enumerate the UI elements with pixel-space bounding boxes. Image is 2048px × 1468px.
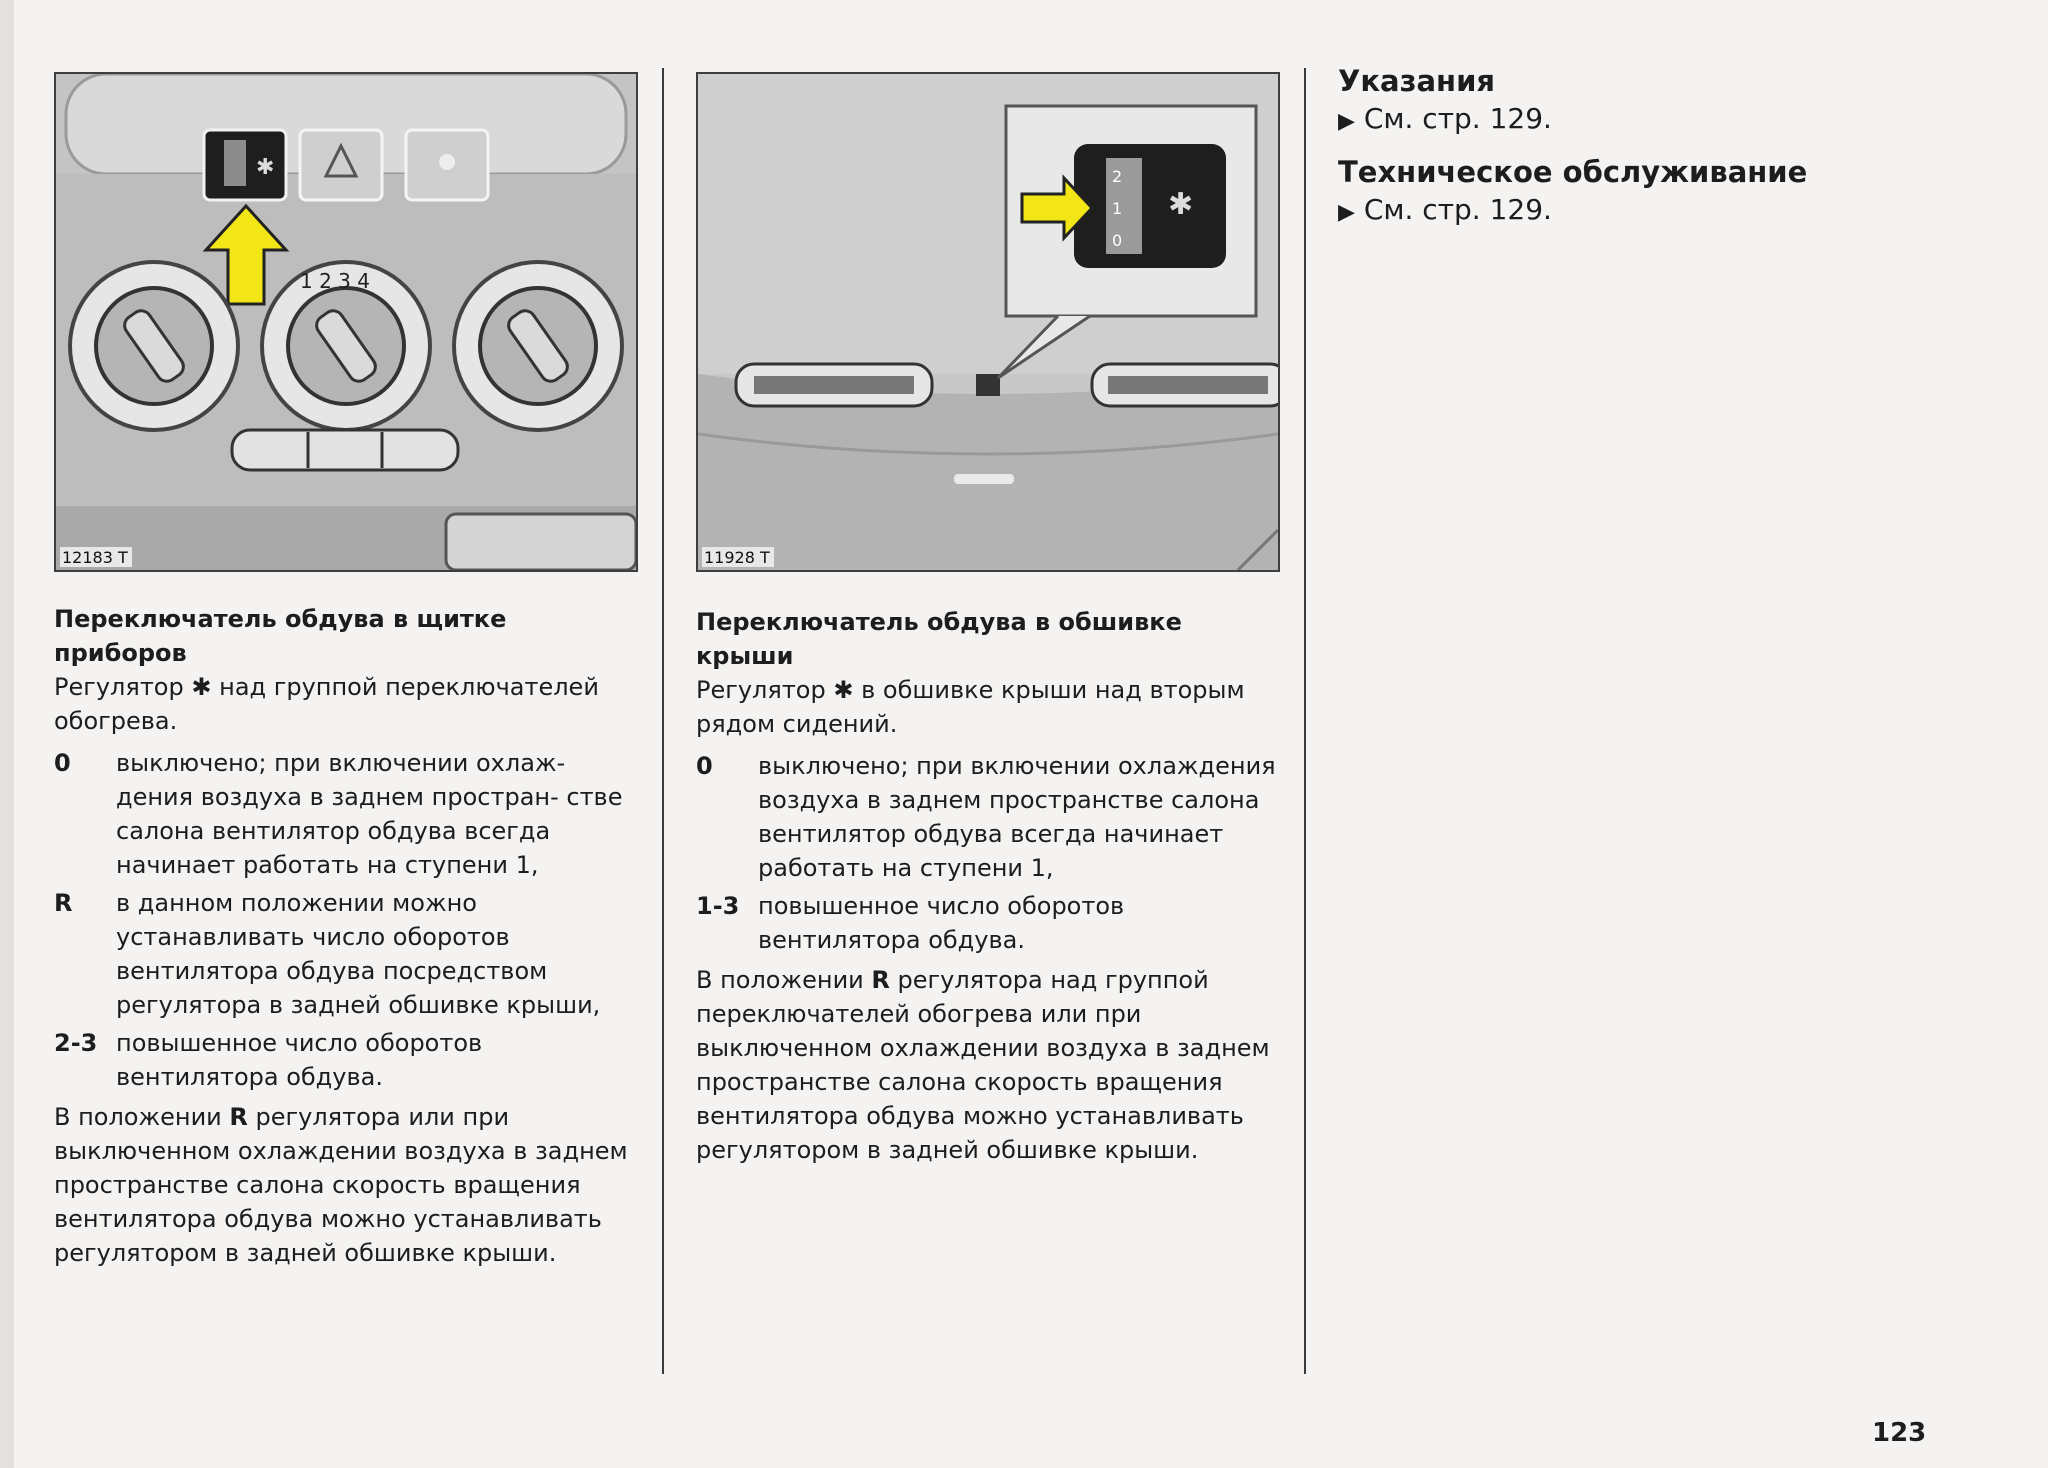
roof-lining-illustration xyxy=(698,74,1278,570)
middle-column-text xyxy=(696,605,1276,1167)
notes-reference[interactable]: ▶ См. стр. 129. xyxy=(1338,102,1552,135)
list-item: 2-3 повышенное число оборотов вентилятора обдува. xyxy=(54,1029,483,1091)
page-number: 123 xyxy=(1872,1418,1927,1448)
list-item: 0 выключено; при включении охлаж- дения воздуха в заднем простран- стве салона вентилятор обдува всегда начинает работать на ступени 1, xyxy=(54,749,623,879)
list-item: 0 выключено; при включении охлаждения воздуха в заднем пространстве салона вентилятор обдува всегда начинает работать на ступени 1, xyxy=(696,752,1276,882)
fan-icon: ✱ xyxy=(833,676,854,704)
fan-icon: ✱ xyxy=(191,673,212,701)
notes-heading: Указания xyxy=(1338,64,1496,98)
column-divider-1 xyxy=(662,68,664,1374)
column-divider-2 xyxy=(1304,68,1306,1374)
position-list xyxy=(696,749,1276,957)
triangle-right-icon: ▶ xyxy=(1338,109,1355,134)
svg-text:1 2 3 4: 1 2 3 4 xyxy=(300,269,370,293)
intro-paragraph: Регулятор ✱ над группой переключателей обогрева. xyxy=(54,673,599,735)
figure-dashboard-panel xyxy=(54,72,638,572)
maintenance-reference[interactable]: ▶ См. стр. 129. xyxy=(1338,193,1552,226)
svg-text:2: 2 xyxy=(1112,167,1123,186)
triangle-right-icon: ▶ xyxy=(1338,200,1355,225)
roof-fan-switch xyxy=(1074,144,1226,268)
section-heading: Переключатель обдува в обшивке крыши xyxy=(696,608,1182,670)
footer-paragraph: В положении R регулятора или при выключенном охлаждении воздуха в заднем пространстве салона скорость вращения вентилятора обдува можно устанавливать регулятором в задней обшивке крыши. xyxy=(54,1103,628,1267)
svg-text:1: 1 xyxy=(1112,199,1123,218)
dashboard-illustration xyxy=(56,74,636,570)
intro-paragraph: Регулятор ✱ в обшивке крыши над вторым рядом сидений. xyxy=(696,676,1245,738)
list-item: 1-3 повышенное число оборотов вентилятора обдува. xyxy=(696,892,1125,954)
svg-text:✱: ✱ xyxy=(256,155,275,180)
svg-text:0: 0 xyxy=(1112,231,1123,250)
figure-roof-lining xyxy=(696,72,1280,572)
right-column xyxy=(1338,62,1807,232)
left-column-text xyxy=(54,602,634,1270)
position-list xyxy=(54,746,634,1094)
figure-code: 11928 T xyxy=(702,547,774,567)
maintenance-heading: Техническое обслуживание xyxy=(1338,155,1808,189)
list-item: R в данном положении можно устанавливать число оборотов вентилятора обдува посредством регулятора в задней обшивке крыши, xyxy=(54,889,601,1019)
figure-code: 12183 T xyxy=(60,547,132,567)
svg-text:✱: ✱ xyxy=(1168,187,1194,222)
footer-paragraph: В положении R регулятора над группой переключателей обогрева или при выключенном охлаждении воздуха в заднем пространстве салона скорость вращения вентилятора обдува можно устанавливать регулятором в задней обшивке крыши. xyxy=(696,966,1270,1164)
page-edge-shadow xyxy=(0,0,14,1468)
section-heading: Переключатель обдува в щитке приборов xyxy=(54,605,507,667)
